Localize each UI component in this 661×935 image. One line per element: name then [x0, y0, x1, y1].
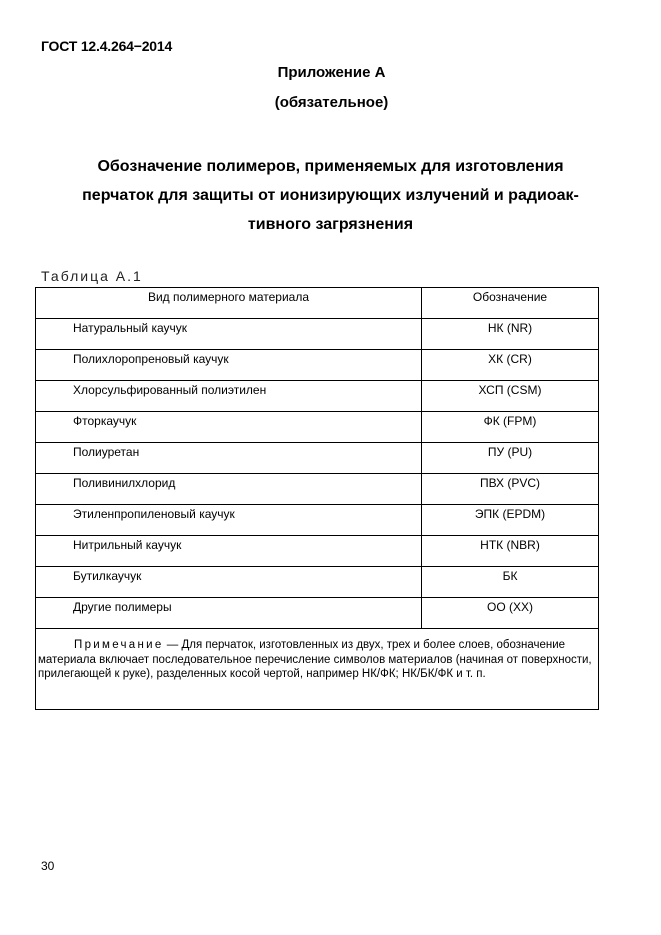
material-name-cell: Поливинилхлорид	[36, 474, 422, 504]
designation-cell: БК	[502, 569, 518, 583]
designation-cell: ХК (CR)	[488, 352, 532, 366]
table-row	[36, 319, 598, 350]
section-heading-line: перчаток для защиты от ионизирующих излучений и радиоак-	[82, 187, 579, 204]
material-name-cell: Полихлоропреновый каучук	[36, 350, 422, 380]
polymer-designation-table	[35, 287, 599, 710]
appendix-title: Приложение А	[277, 64, 386, 81]
designation-cell: ЭПК (EPDM)	[474, 507, 546, 521]
header-designation: Обозначение	[472, 290, 548, 304]
appendix-status: (обязательное)	[274, 94, 389, 111]
designation-cell: ПУ (PU)	[487, 445, 533, 459]
table-row	[36, 381, 598, 412]
material-name-cell: Полиуретан	[36, 443, 422, 473]
page-number: 30	[41, 859, 55, 873]
header-material-type: Вид полимерного материала	[36, 288, 422, 318]
designation-cell: ПВХ (PVC)	[479, 476, 541, 490]
designation-cell: ОО (ХХ)	[486, 600, 533, 614]
table-row	[36, 412, 598, 443]
note-prefix: Примечание	[74, 639, 164, 651]
document-code: ГОСТ 12.4.264−2014	[41, 38, 173, 54]
table-note	[36, 629, 598, 709]
table-row	[36, 567, 598, 598]
table-row	[36, 536, 598, 567]
material-name-cell: Натуральный каучук	[36, 319, 422, 349]
material-name-cell: Хлорсульфированный полиэтилен	[36, 381, 422, 411]
section-heading	[30, 152, 631, 239]
table-row	[36, 598, 598, 629]
designation-cell: ХСП (CSM)	[478, 383, 542, 397]
designation-cell: НК (NR)	[487, 321, 533, 335]
material-name-cell: Фторкаучук	[36, 412, 422, 442]
material-name-cell: Нитрильный каучук	[36, 536, 422, 566]
designation-cell: ФК (FPM)	[483, 414, 537, 428]
material-name-cell: Бутилкаучук	[36, 567, 422, 597]
material-name-cell: Этиленпропиленовый каучук	[36, 505, 422, 535]
table-row	[36, 474, 598, 505]
table-header-row	[36, 288, 598, 319]
note-text: — Для перчаток, изготовленных из двух, трех и более слоев, обозначение материала включает последовательное перечисление символов материалов (начиная от поверхности, прилегающей к руке), разделенных косой чертой, например НК/ФК; НК/БК/ФК и т. п.	[38, 639, 592, 680]
table-row	[36, 443, 598, 474]
table-row	[36, 505, 598, 536]
section-heading-line: тивного загрязнения	[247, 216, 414, 233]
section-heading-line: Обозначение полимеров, применяемых для изготовления	[97, 158, 564, 175]
table-row	[36, 350, 598, 381]
table-caption: Таблица А.1	[41, 268, 143, 284]
designation-cell: НТК (NBR)	[480, 538, 540, 552]
material-name-cell: Другие полимеры	[36, 598, 422, 628]
